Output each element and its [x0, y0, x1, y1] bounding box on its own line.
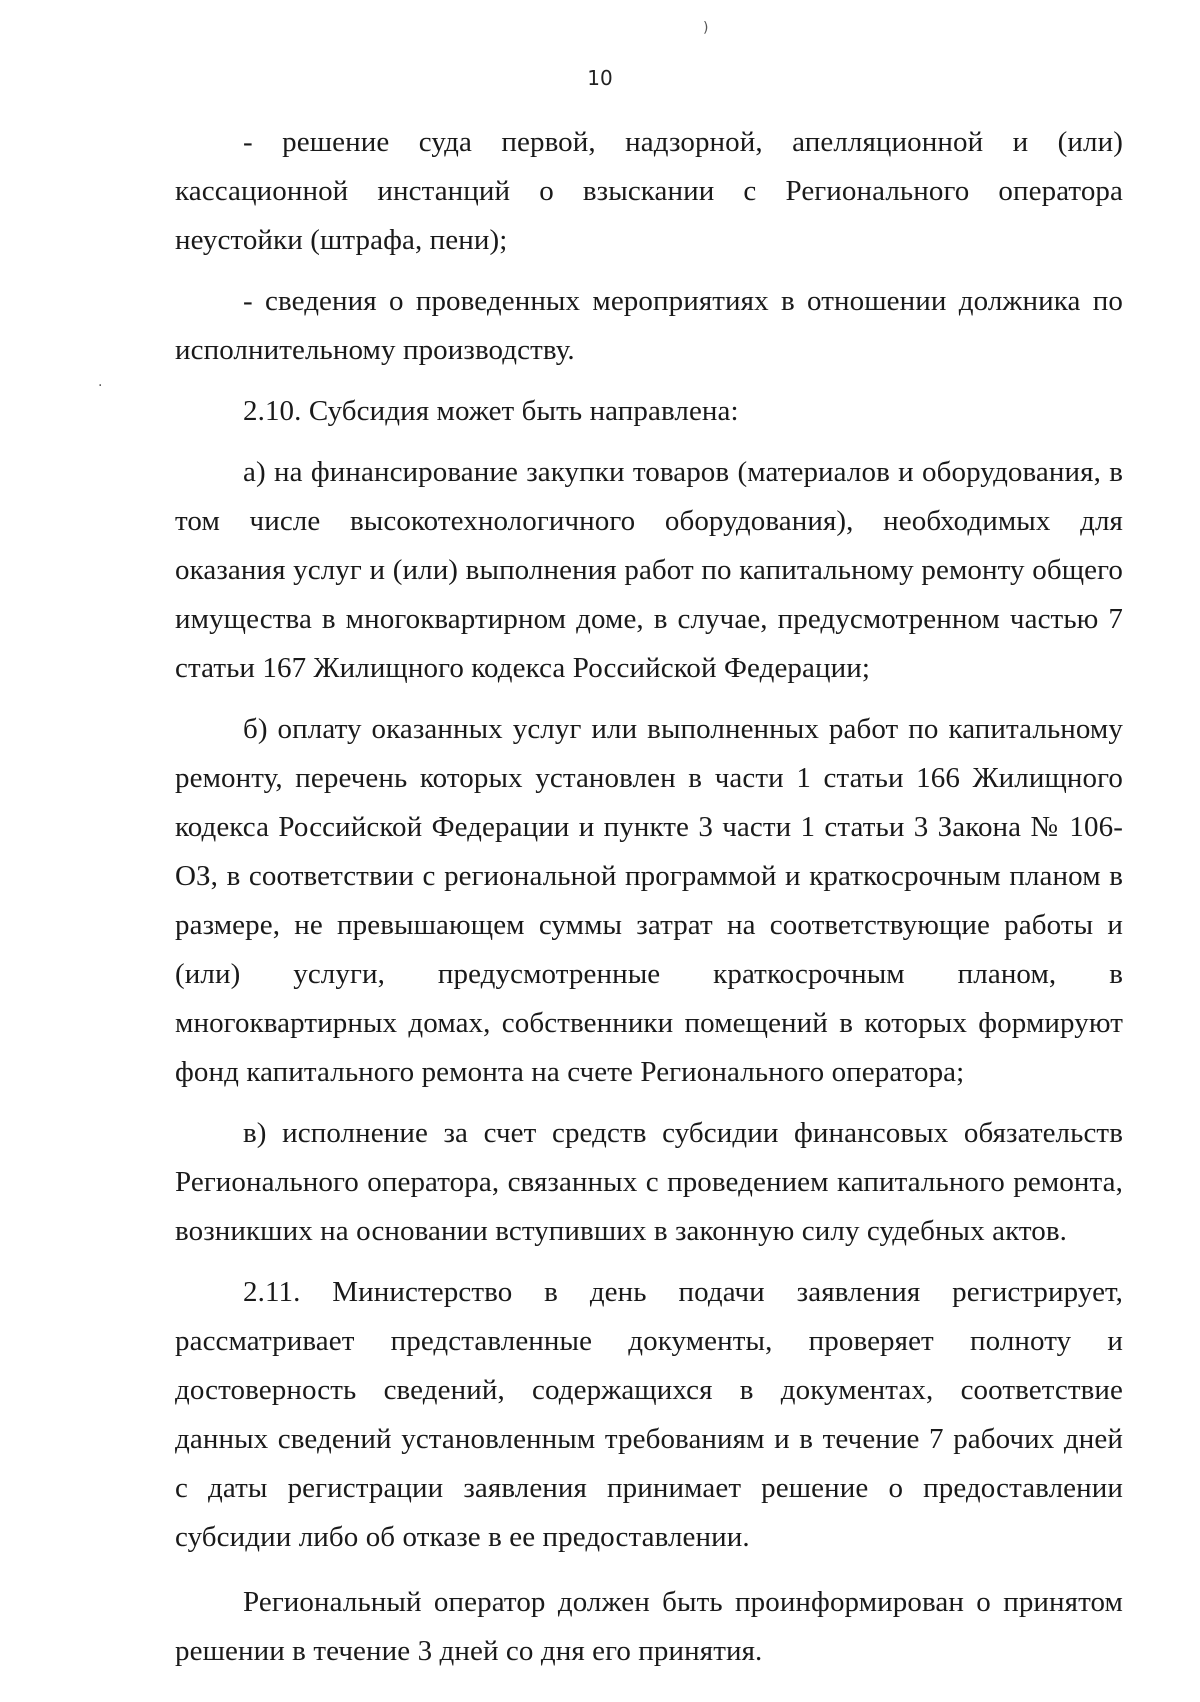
paragraph-court-decision: - решение суда первой, надзорной, апелляционной и (или) кассационной инстанций о взыскании с Регионального оператора неустойки (штрафа, пени); — [175, 126, 1123, 256]
scan-artifact-dot: · — [98, 378, 103, 394]
paragraph-operator-notice: Региональный оператор должен быть проинформирован о принятом решении в течение 3 дней со дня его принятия. — [175, 1586, 1123, 1667]
page-number: 10 — [587, 66, 613, 90]
paragraph-2-10-b: б) оплату оказанных услуг или выполненных работ по капитальному ремонту, перечень которых установлен в части 1 статьи 166 Жилищного кодекса Российской Федерации и пункте 3 части 1 статьи 3 Закона № 106-ОЗ, в соответствии с региональной программой и краткосрочным планом в размере, не превышающем суммы затрат на соответствующие работы и (или) услуги, предусмотренные краткосрочным планом, в многоквартирных домах, собственники помещений в которых формируют фонд капитального ремонта на счете Регионального оператора; — [175, 713, 1123, 1088]
scan-artifact-mark: ) — [703, 20, 709, 36]
paragraph-2-10-a: а) на финансирование закупки товаров (материалов и оборудования, в том числе высокотехнологичного оборудования), необходимых для оказания услуг и (или) выполнения работ по капитальному ремонту общего имущества в многоквартирном доме, в случае, предусмотренном частью 7 статьи 167 Жилищного кодекса Российской Федерации; — [175, 456, 1123, 684]
paragraph-debtor-measures: - сведения о проведенных мероприятиях в отношении должника по исполнительному производству. — [175, 285, 1123, 366]
paragraph-2-10-heading: 2.10. Субсидия может быть направлена: — [243, 395, 739, 427]
document-body — [175, 118, 1123, 1676]
paragraph-2-11: 2.11. Министерство в день подачи заявления регистрирует, рассматривает представленные документы, проверяет полноту и достоверность сведений, содержащихся в документах, соответствие данных сведений установленным требованиям и в течение 7 рабочих дней с даты регистрации заявления принимает решение о предоставлении субсидии либо об отказе в ее предоставлении. — [175, 1276, 1123, 1553]
paragraph-2-10-v: в) исполнение за счет средств субсидии финансовых обязательств Регионального оператора, связанных с проведением капитального ремонта, возникших на основании вступивших в законную силу судебных актов. — [175, 1117, 1123, 1247]
